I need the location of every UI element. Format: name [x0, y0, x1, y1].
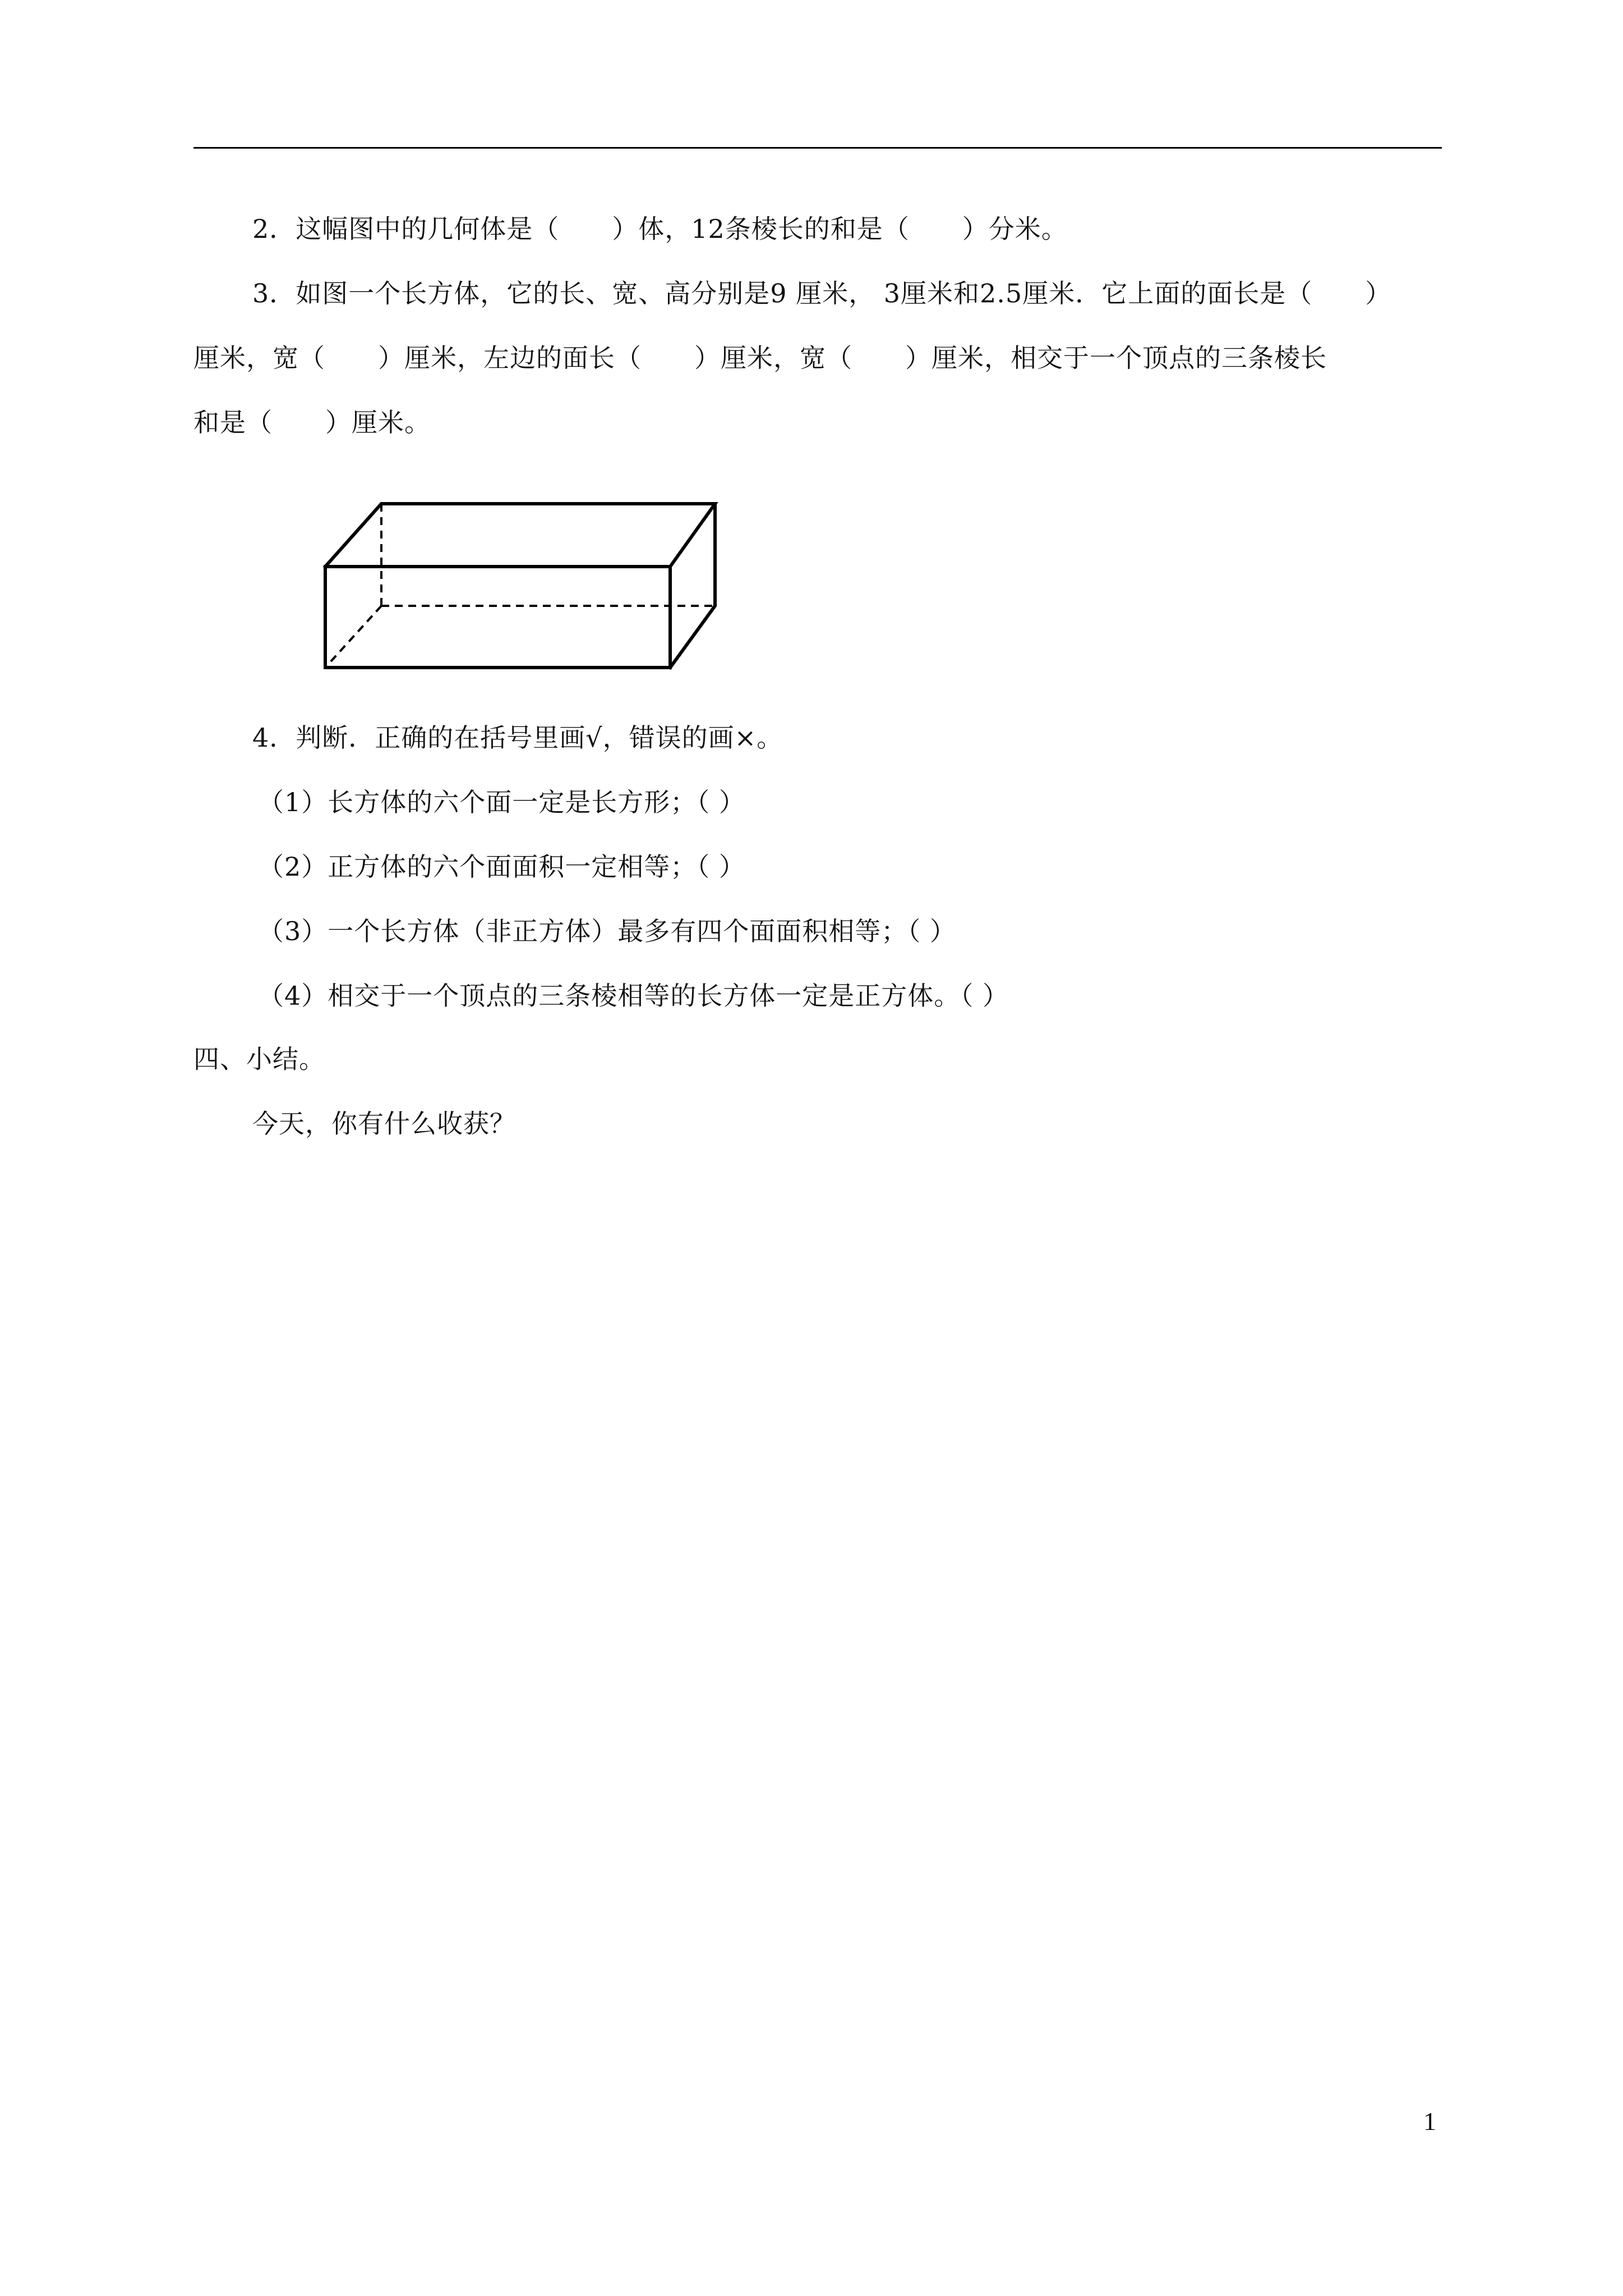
header-rule	[193, 147, 1442, 149]
question-4-item-1: （1）长方体的六个面一定是长方形；（ ）	[258, 787, 745, 817]
question-3-line-1: 3．如图一个长方体，它的长、宽、高分别是9 厘米， 3厘米和2.5厘米．它上面的面长是（ ）	[252, 278, 1392, 309]
question-3-line-3: 和是（ ）厘米。	[193, 407, 431, 438]
question-4-title: 4．判断．正确的在括号里画√，错误的画×。	[252, 723, 783, 753]
cuboid-diagram-icon	[314, 494, 740, 673]
question-3-line-2: 厘米，宽（ ）厘米，左边的面长（ ）厘米，宽（ ）厘米，相交于一个顶点的三条棱长	[193, 343, 1327, 373]
question-4-item-4: （4）相交于一个顶点的三条棱相等的长方体一定是正方体。（ ）	[258, 981, 1009, 1011]
page-number: 1	[1423, 2107, 1436, 2136]
summary-heading: 四、小结。	[193, 1044, 325, 1074]
question-4-item-2: （2）正方体的六个面面积一定相等；（ ）	[258, 852, 745, 882]
question-4-item-3: （3）一个长方体（非正方体）最多有四个面面积相等；（ ）	[258, 916, 956, 946]
summary-prompt: 今天，你有什么收获？	[252, 1108, 516, 1139]
question-2: 2．这幅图中的几何体是（ ）体，12条棱长的和是（ ）分米。	[252, 214, 1068, 244]
